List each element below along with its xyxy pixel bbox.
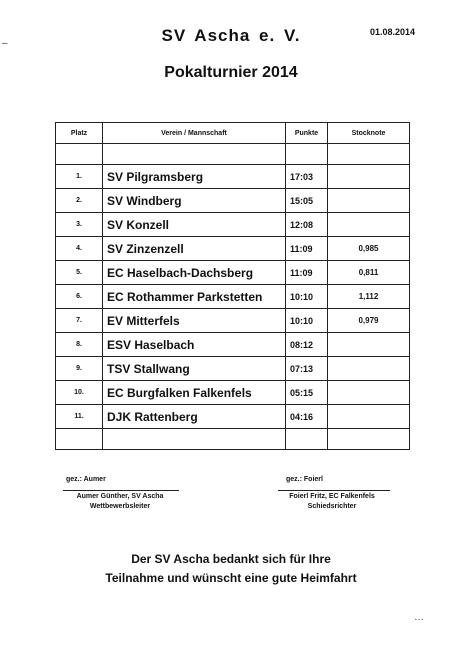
points-cell: 11:09 — [286, 261, 328, 285]
spacer-cell — [103, 144, 286, 165]
stocknote-cell — [328, 213, 410, 237]
club-cell: DJK Rattenberg — [103, 405, 286, 429]
points-cell: 12:08 — [286, 213, 328, 237]
spacer-cell — [56, 144, 103, 165]
left-signatory-name: Aumer Günther, SV Ascha — [76, 493, 164, 500]
stocknote-cell: 1,112 — [328, 285, 410, 309]
right-signature-line — [278, 490, 390, 491]
right-signatory — [262, 492, 402, 512]
club-cell: SV Zinzenzell — [103, 237, 286, 261]
column-header-points: Punkte — [286, 123, 328, 144]
stocknote-cell: 0,979 — [328, 309, 410, 333]
table-row — [56, 261, 410, 285]
right-signatory-name: Foierl Fritz, EC Falkenfels — [289, 493, 375, 500]
spacer-cell — [56, 429, 103, 450]
table-row — [56, 285, 410, 309]
right-signatory-role: Schiedsrichter — [307, 503, 357, 510]
closing-message — [0, 550, 462, 588]
stocknote-cell — [328, 381, 410, 405]
column-header-stocknote: Stocknote — [328, 123, 410, 144]
points-cell: 10:10 — [286, 309, 328, 333]
club-cell: ESV Haselbach — [103, 333, 286, 357]
table-row — [56, 405, 410, 429]
table-row — [56, 189, 410, 213]
spacer-cell — [103, 429, 286, 450]
left-signatory-role: Wettbewerbsleiter — [89, 503, 151, 510]
column-header-place: Platz — [56, 123, 103, 144]
table-header-row — [56, 123, 410, 144]
closing-line-2: Teilnahme und wünscht eine gute Heimfahrt — [105, 571, 357, 585]
table-spacer-row — [56, 144, 410, 165]
table-row — [56, 381, 410, 405]
left-signature-line — [63, 490, 179, 491]
club-cell: EV Mitterfels — [103, 309, 286, 333]
points-cell: 07:13 — [286, 357, 328, 381]
stocknote-cell — [328, 357, 410, 381]
stocknote-cell — [328, 333, 410, 357]
spacer-cell — [328, 429, 410, 450]
stocknote-cell — [328, 405, 410, 429]
table-row — [56, 309, 410, 333]
place-cell: 9. — [56, 357, 103, 381]
spacer-cell — [286, 144, 328, 165]
points-cell: 15:05 — [286, 189, 328, 213]
right-signed-by: gez.: Foierl — [286, 476, 323, 483]
club-cell: SV Pilgramsberg — [103, 165, 286, 189]
closing-line-1: Der SV Ascha bedankt sich für Ihre — [131, 552, 331, 566]
points-cell: 04:16 — [286, 405, 328, 429]
place-cell: 8. — [56, 333, 103, 357]
table-row — [56, 213, 410, 237]
place-cell: 5. — [56, 261, 103, 285]
left-signatory — [50, 492, 190, 512]
place-cell: 10. — [56, 381, 103, 405]
club-cell: EC Burgfalken Falkenfels — [103, 381, 286, 405]
left-signed-by: gez.: Aumer — [66, 476, 106, 483]
place-cell: 2. — [56, 189, 103, 213]
spacer-cell — [328, 144, 410, 165]
points-cell: 17:03 — [286, 165, 328, 189]
place-cell: 11. — [56, 405, 103, 429]
points-cell: 08:12 — [286, 333, 328, 357]
points-cell: 05:15 — [286, 381, 328, 405]
place-cell: 7. — [56, 309, 103, 333]
event-title: Pokalturnier 2014 — [164, 64, 298, 81]
points-cell: 11:09 — [286, 237, 328, 261]
punch-mark-icon: – — [2, 38, 8, 49]
place-cell: 6. — [56, 285, 103, 309]
column-header-club: Verein / Mannschaft — [103, 123, 286, 144]
club-cell: SV Konzell — [103, 213, 286, 237]
club-title: SV Ascha e. V. — [161, 26, 301, 45]
results-table — [55, 122, 410, 450]
club-cell: TSV Stallwang — [103, 357, 286, 381]
club-cell: EC Haselbach-Dachsberg — [103, 261, 286, 285]
place-cell: 1. — [56, 165, 103, 189]
club-cell: EC Rothammer Parkstetten — [103, 285, 286, 309]
spacer-cell — [286, 429, 328, 450]
club-cell: SV Windberg — [103, 189, 286, 213]
stocknote-cell — [328, 189, 410, 213]
table-row — [56, 165, 410, 189]
points-cell: 10:10 — [286, 285, 328, 309]
stocknote-cell: 0,811 — [328, 261, 410, 285]
stocknote-cell: 0,985 — [328, 237, 410, 261]
punch-mark-icon: … — [414, 612, 424, 623]
place-cell: 3. — [56, 213, 103, 237]
place-cell: 4. — [56, 237, 103, 261]
table-row — [56, 357, 410, 381]
table-row — [56, 333, 410, 357]
document-date: 01.08.2014 — [370, 27, 416, 37]
stocknote-cell — [328, 165, 410, 189]
table-row — [56, 237, 410, 261]
table-spacer-row — [56, 429, 410, 450]
